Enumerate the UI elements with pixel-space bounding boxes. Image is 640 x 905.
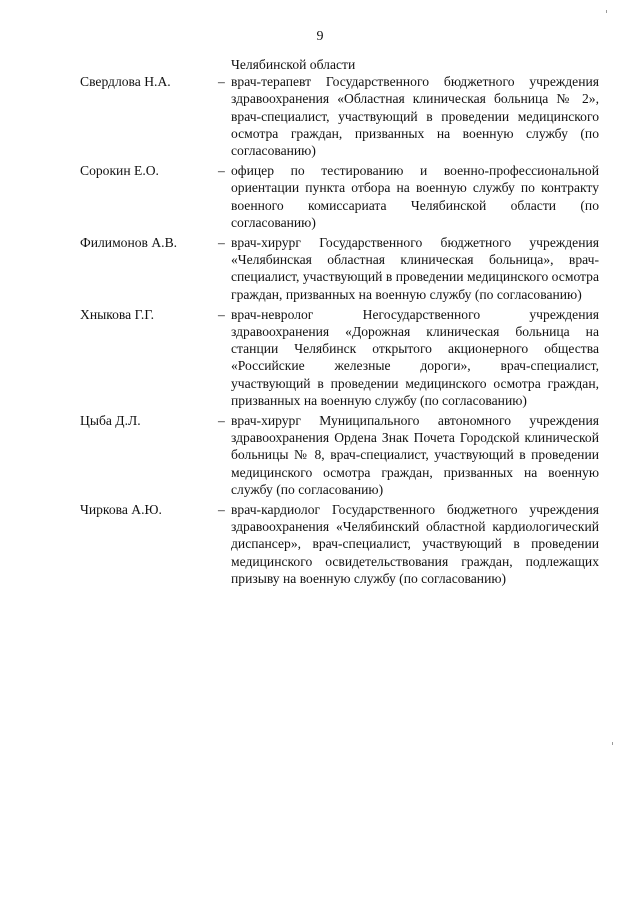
member-name: Хныкова Г.Г. xyxy=(80,306,155,322)
member-description: врач-кардиолог Государственного бюджетного учреждения здравоохранения «Челябинский областной кардиологический диспансер», врач-специалист, участвующий в проведении медицинского освидетельствования граждан, подлежащих призыву на военную службу (по согласованию) xyxy=(231,502,599,586)
member-name: Цыба Д.Л. xyxy=(80,413,141,429)
scan-speck xyxy=(612,742,613,745)
member-name: Чиркова А.Ю. xyxy=(80,502,162,518)
member-description: врач-хирург Государственного бюджетного учреждения «Челябинская областная клиническая больница», врач-специалист, участвующий в проведении медицинского осмотра граждан, призванных на военную службу (по согласованию) xyxy=(231,235,599,302)
member-description: врач-хирург Муниципального автономного учреждения здравоохранения Ордена Знак Почета Городской клинической больницы № 8, врач-специалист, участвующий в проведении медицинского осмотра граждан, призванных на военную службу (по согласованию) xyxy=(231,413,599,497)
page-number: 9 xyxy=(316,29,324,44)
scan-speck xyxy=(606,10,607,13)
member-entry xyxy=(0,73,640,159)
continuation-text: Челябинской области xyxy=(231,57,356,72)
dash-separator: – xyxy=(218,413,225,429)
member-entry xyxy=(0,501,640,587)
dash-separator: – xyxy=(218,163,225,179)
member-name: Филимонов А.В. xyxy=(80,235,178,251)
member-name: Свердлова Н.А. xyxy=(80,74,171,90)
dash-separator: – xyxy=(218,235,225,251)
member-description: офицер по тестированию и военно-профессиональной ориентации пункта отбора на военную службу по контракту военного комиссариата Челябинской области (по согласованию) xyxy=(231,163,599,230)
member-description: врач-терапевт Государственного бюджетного учреждения здравоохранения «Областная клиническая больница № 2», врач-специалист, участвующий в проведении медицинского осмотра граждан, призванных на военную службу (по согласованию) xyxy=(231,74,599,159)
continuation-line xyxy=(0,56,640,73)
member-name: Сорокин Е.О. xyxy=(80,163,159,179)
commission-member-list xyxy=(0,56,640,587)
member-description: врач-невролог Негосударственного учреждения здравоохранения «Дорожная клиническая больница на станции Челябинск открытого акционерного общества «Российские железные дороги», врач-специалист, участвующий в проведении медицинского осмотра граждан, призванных на военную службу (по согласованию) xyxy=(231,306,599,408)
member-entry xyxy=(0,162,640,231)
member-entry xyxy=(0,412,640,498)
dash-separator: – xyxy=(218,502,225,518)
dash-separator: – xyxy=(218,74,225,90)
dash-separator: – xyxy=(218,306,225,322)
member-entry xyxy=(0,306,640,409)
member-entry xyxy=(0,234,640,303)
